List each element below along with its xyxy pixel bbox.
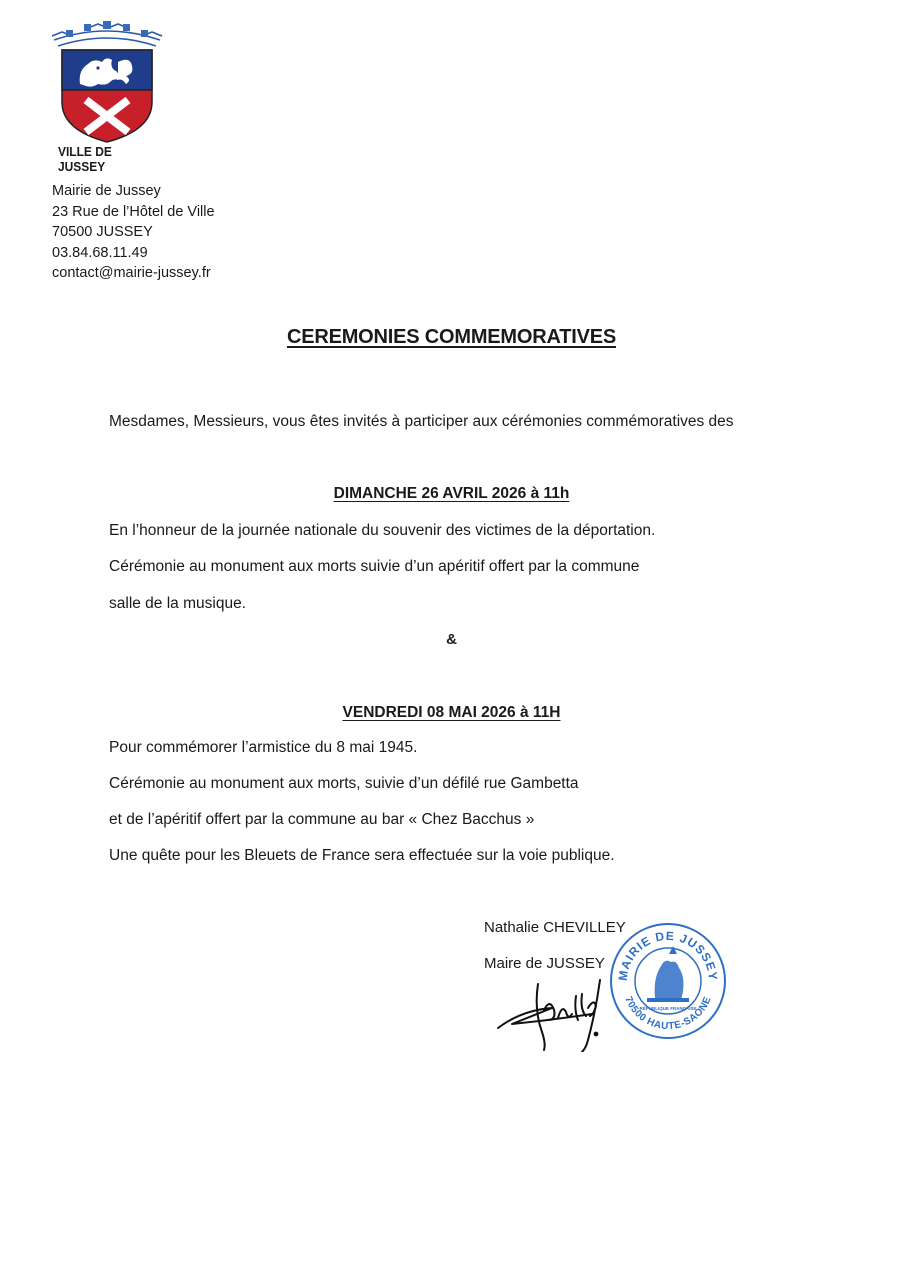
town-label: VILLE DE JUSSEY (58, 144, 112, 174)
stamp-top-text: MAIRIE DE JUSSEY (615, 928, 721, 982)
event2-line: Cérémonie au monument aux morts, suivie d’un défilé rue Gambetta (109, 775, 579, 792)
intro-text: Mesdames, Messieurs, vous êtes invités à participer aux cérémonies commémoratives des (109, 413, 734, 430)
event1-line: salle de la musique. (109, 595, 246, 612)
signatory-role: Maire de JUSSEY (484, 955, 605, 972)
signatory-name: Nathalie CHEVILLEY (484, 919, 626, 936)
event2-line: Une quête pour les Bleuets de France sera effectuée sur la voie publique. (109, 847, 615, 864)
event1-line: En l’honneur de la journée nationale du souvenir des victimes de la déportation. (109, 522, 656, 539)
phone-number: 03.84.68.11.49 (52, 244, 148, 261)
page-title: CEREMONIES COMMEMORATIVES (286, 326, 617, 348)
address-line: 70500 JUSSEY (52, 224, 153, 240)
email-address: contact@mairie-jussey.fr (52, 265, 211, 281)
mairie-stamp-icon (607, 920, 729, 1042)
event1-heading: DIMANCHE 26 AVRIL 2026 à 11h (333, 485, 570, 502)
address-block (52, 181, 215, 284)
event2-line: Pour commémorer l’armistice du 8 mai 1945. (109, 739, 418, 756)
separator: & (446, 631, 457, 648)
address-line: 23 Rue de l’Hôtel de Ville (52, 203, 215, 220)
coat-of-arms-icon (48, 18, 166, 146)
event1-line: Cérémonie au monument aux morts suivie d’un apéritif offert par la commune (109, 558, 640, 575)
event2-heading: VENDREDI 08 MAI 2026 à 11H (342, 704, 561, 721)
event2-line: et de l’apéritif offert par la commune au bar « Chez Bacchus » (109, 811, 535, 828)
stamp-inner-text: RÉPUBLIQUE FRANÇAISE (639, 1006, 697, 1011)
handwritten-signature-icon (492, 970, 622, 1052)
address-line: Mairie de Jussey (52, 183, 161, 199)
stamp-bottom-text: 70500 HAUTE-SAONE (622, 995, 714, 1033)
